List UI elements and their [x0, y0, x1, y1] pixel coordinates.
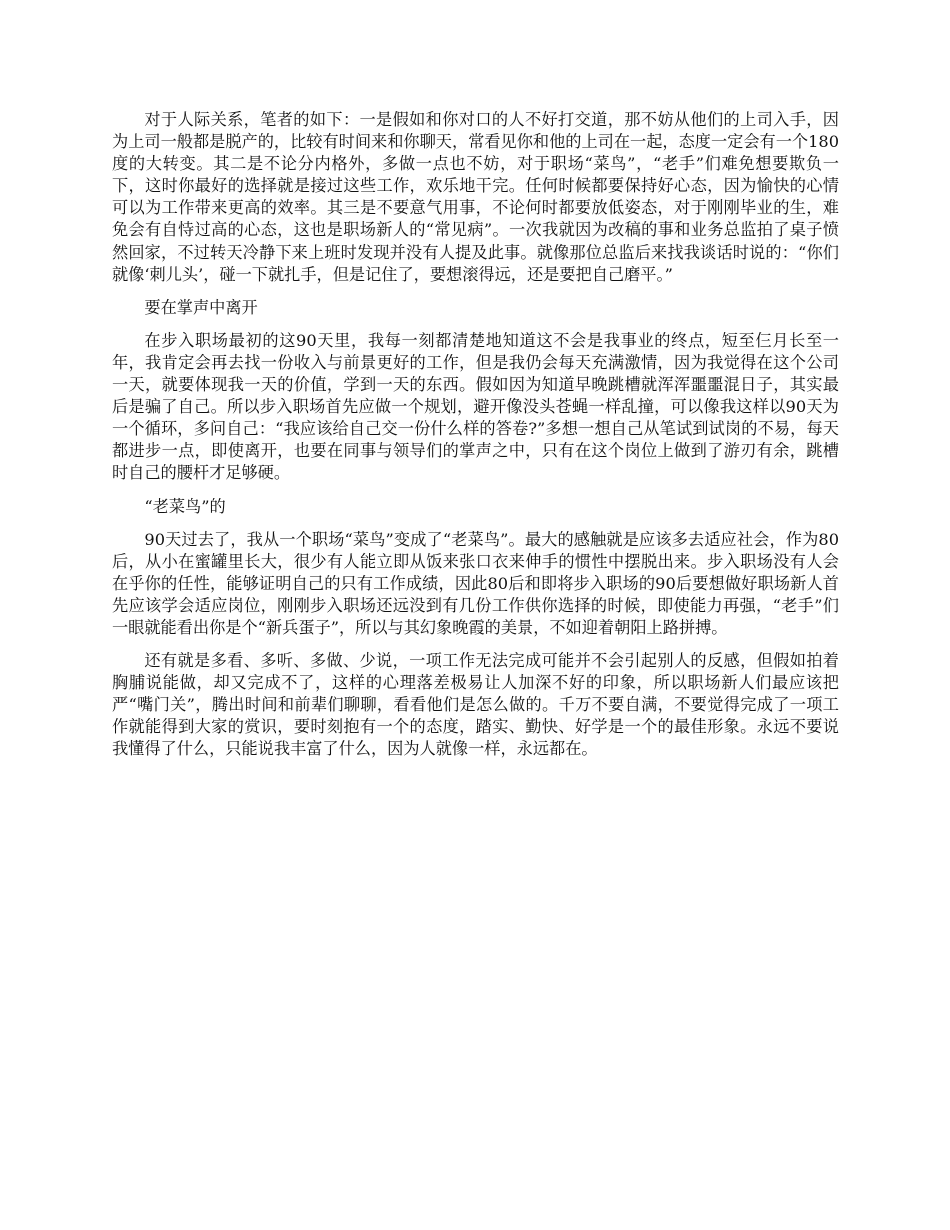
- paragraph: 对于人际关系，笔者的如下：一是假如和你对口的人不好打交道，那不妨从他们的上司入手，因为上司一般都是脱产的，比较有时间来和你聊天，常看见你和他的上司在一起，态度一定会有一个180度的大转变。其二是不论分内格外，多做一点也不妨，对于职场“菜鸟”，“老手”们难免想要欺负一下，这时你最好的选择就是接过这些工作，欢乐地干完。任何时候都要保持好心态，因为愉快的心情可以为工作带来更高的效率。其三是不要意气用事，不论何时都要放低姿态，对于刚刚毕业的生，难免会有自恃过高的心态，这也是职场新人的“常见病”。一次我就因为改稿的事和业务总监拍了桌子愤然回家，不过转天冷静下来上班时发现并没有人提及此事。就像那位总监后来找我谈话时说的：“你们就像‘刺儿头’，碰一下就扎手，但是记住了，要想滚得远，还是要把自己磨平。”: [112, 110, 839, 284]
- section-heading: “老菜鸟”的: [144, 496, 226, 516]
- paragraph: 90天过去了，我从一个职场“菜鸟”变成了“老菜鸟”。最大的感触就是应该多去适应社会，作为80后，从小在蜜罐里长大，很少有人能立即从饭来张口衣来伸手的惯性中摆脱出来。步入职场没有人会在乎你的任性，能够证明自己的只有工作成绩，因此80后和即将步入职场的90后要想做好职场新人首先应该学会适应岗位，刚刚步入职场还远没到有几份工作供你选择的时候，即使能力再强，“老手”们一眼就能看出你是个“新兵蛋子”，所以与其幻象晚霞的美景，不如迎着朝阳上路拼搏。: [112, 529, 839, 637]
- section-heading: 要在掌声中离开: [144, 297, 258, 317]
- paragraph: 在步入职场最初的这90天里，我每一刻都清楚地知道这不会是我事业的终点，短至仨月长至一年，我肯定会再去找一份收入与前景更好的工作，但是我仍会每天充满激情，因为我觉得在这个公司一天，就要体现我一天的价值，学到一天的东西。假如因为知道早晚跳槽就浑浑噩噩混日子，其实最后是骗了自己。所以步入职场首先应做一个规划，避开像没头苍蝇一样乱撞，可以像我这样以90天为一个循环，多问自己：“我应该给自己交一份什么样的答卷?”多想一想自己从笔试到试岗的不易，每天都进步一点，即使离开，也要在同事与领导们的掌声之中，只有在这个岗位上做到了游刃有余，跳槽时自己的腰杆才足够硬。: [112, 330, 839, 483]
- paragraph: 还有就是多看、多听、多做、少说，一项工作无法完成可能并不会引起别人的反感，但假如拍着胸脯说能做，却又完成不了，这样的心理落差极易让人加深不好的印象，所以职场新人们最应该把严“嘴门关”，腾出时间和前辈们聊聊，看看他们是怎么做的。千万不要自满，不要觉得完成了一项工作就能得到大家的赏识，要时刻抱有一个的态度，踏实、勤快、好学是一个的最佳形象。永远不要说我懂得了什么，只能说我丰富了什么，因为人就像一样，永远都在。: [112, 651, 839, 759]
- document-body: [112, 109, 839, 772]
